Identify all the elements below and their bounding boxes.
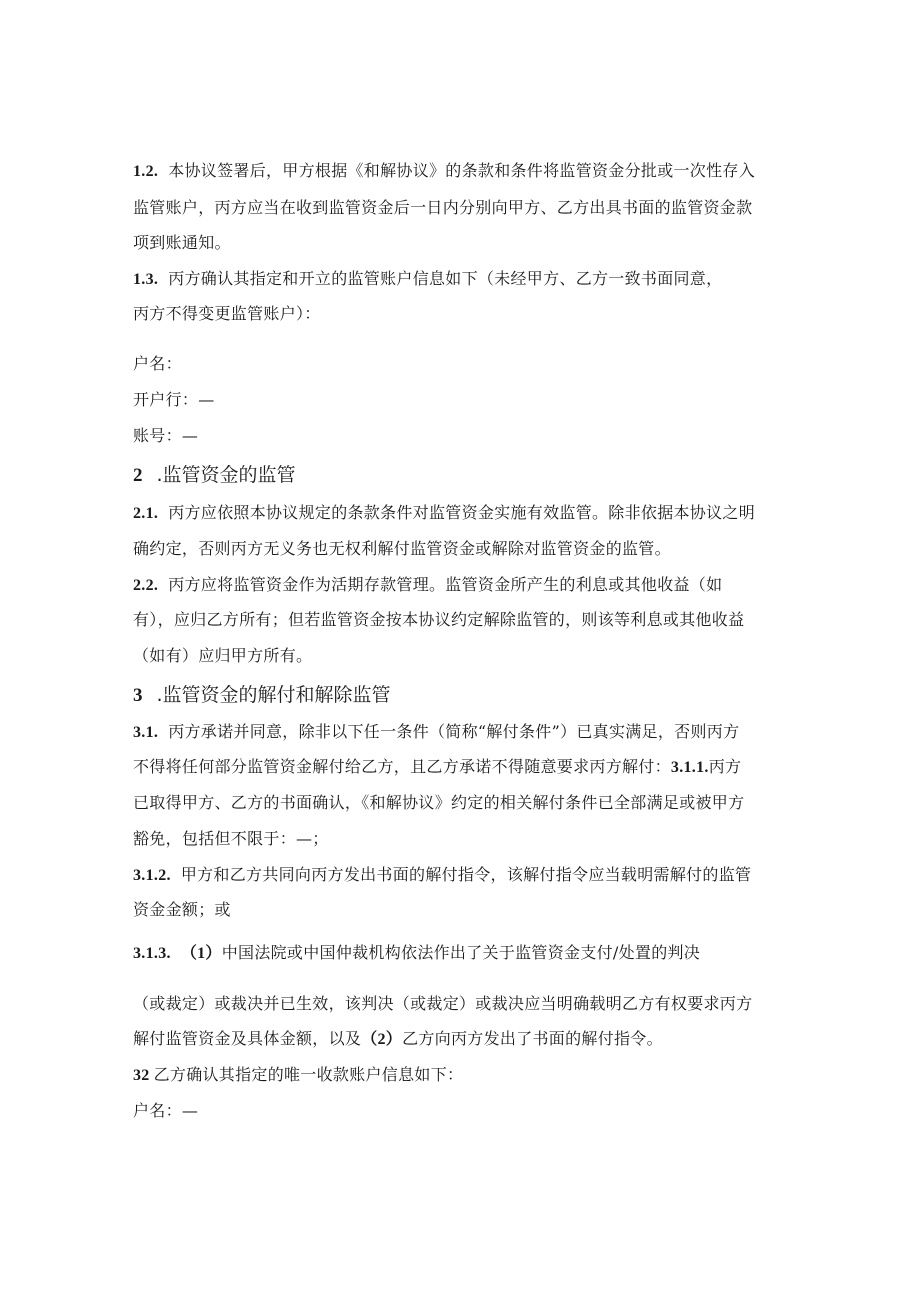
clause-number: 1.2. bbox=[133, 163, 159, 180]
section-title: .监管资金的解付和解除监管 bbox=[156, 684, 391, 706]
clause-text: 不得将任何部分监管资金解付给乙方，且乙方承诺不得随意要求丙方解付： bbox=[133, 757, 671, 776]
clause-1-3-line-1 bbox=[133, 269, 722, 290]
clause-text: 本协议签署后，甲方根据《和解协议》的条款和条件将监管资金分批或一次性存入 bbox=[168, 161, 756, 180]
clause-text: 豁免，包括但不限于：—； bbox=[133, 829, 329, 848]
clause-3-2-line-1 bbox=[133, 1065, 463, 1086]
clause-2-2-line-1 bbox=[133, 575, 722, 596]
clause-1-2-line-3 bbox=[133, 233, 231, 253]
section-number: 2 bbox=[133, 465, 143, 486]
clause-3-1-3-line-2 bbox=[133, 994, 752, 1014]
clause-3-1-line-4 bbox=[133, 829, 329, 849]
account-bank-label: 开户行：— bbox=[133, 390, 215, 409]
clause-number: 3.1. bbox=[133, 724, 159, 741]
clause-number: 3.1.3. bbox=[133, 945, 171, 962]
section-title: .监管资金的监管 bbox=[156, 464, 296, 486]
clause-text: 甲方和乙方共同向丙方发出书面的解付指令，该解付指令应当载明需解付的监管 bbox=[180, 865, 752, 884]
clause-3-1-3-line-3 bbox=[133, 1029, 663, 1050]
clause-text: （或裁定）或裁决并已生效，该判决（或裁定）或裁决应当明确载明乙方有权要求丙方 bbox=[133, 994, 753, 1013]
clause-text: 中国法院或中国仲裁机构依法作出了关于监管资金支付/处置的判决 bbox=[221, 943, 701, 962]
clause-number: 3.1.2. bbox=[133, 867, 171, 884]
account-number-field bbox=[133, 426, 198, 446]
clause-3-1-2-line-2 bbox=[133, 900, 231, 920]
clause-text: 乙方确认其指定的唯一收款账户信息如下： bbox=[153, 1065, 464, 1084]
section-2-heading bbox=[133, 463, 296, 488]
account-number-label: 账号：— bbox=[133, 426, 199, 445]
clause-number: 2.2. bbox=[133, 577, 159, 594]
item-marker: （1） bbox=[180, 945, 222, 962]
clause-text: 监管账户，丙方应当在收到监管资金后一日内分别向甲方、乙方出具书面的监管资金款 bbox=[133, 198, 753, 217]
clause-3-1-line-3 bbox=[133, 793, 744, 813]
payee-account-name-field bbox=[133, 1101, 198, 1121]
clause-1-2-line-2 bbox=[133, 198, 752, 218]
clause-text: 丙方 bbox=[708, 757, 742, 776]
clause-text: 确约定，否则丙方无义务也无权利解付监管资金或解除对监管资金的监管。 bbox=[133, 539, 671, 558]
account-name-label: 户名： bbox=[133, 354, 182, 373]
payee-account-name-label: 户名：— bbox=[133, 1101, 199, 1120]
clause-text: 丙方不得变更监管账户）： bbox=[133, 304, 321, 323]
clause-text: 丙方应将监管资金作为活期存款管理。监管资金所产生的利息或其他收益（如 bbox=[168, 575, 723, 594]
clause-2-2-line-2 bbox=[133, 610, 744, 630]
clause-2-1-line-1 bbox=[133, 503, 755, 524]
section-3-heading bbox=[133, 683, 391, 708]
clause-3-1-3-line-1 bbox=[133, 943, 700, 964]
clause-text: 有），应归乙方所有；但若监管资金按本协议约定解除监管的，则该等利息或其他收益 bbox=[133, 610, 745, 629]
clause-1-3-line-2 bbox=[133, 304, 321, 324]
clause-number: 3.1.1. bbox=[670, 759, 709, 776]
clause-text: （如有）应归甲方所有。 bbox=[133, 646, 313, 665]
clause-text: 丙方确认其指定和开立的监管账户信息如下（未经甲方、乙方一致书面同意， bbox=[168, 269, 723, 288]
clause-2-2-line-3 bbox=[133, 646, 312, 666]
clause-3-1-line-2 bbox=[133, 757, 741, 778]
clause-text: 资金金额；或 bbox=[133, 900, 231, 919]
clause-text: 丙方应依照本协议规定的条款条件对监管资金实施有效监管。除非依据本协议之明 bbox=[168, 503, 756, 522]
clause-text: 解付监管资金及具体金额，以及 bbox=[133, 1029, 362, 1048]
clause-1-2-line-1 bbox=[133, 161, 755, 182]
account-bank-field bbox=[133, 390, 215, 410]
clause-3-1-line-1 bbox=[133, 722, 739, 743]
clause-text: 项到账通知。 bbox=[133, 233, 231, 252]
clause-text: 丙方承诺并同意，除非以下任一条件（简称“解付条件”）已真实满足，否则丙方 bbox=[168, 722, 740, 741]
clause-3-1-2-line-1 bbox=[133, 865, 751, 886]
clause-number: 32 bbox=[133, 1067, 150, 1084]
clause-number: 2.1. bbox=[133, 505, 159, 522]
clause-number: 1.3. bbox=[133, 271, 159, 288]
clause-text: 乙方向丙方发出了书面的解付指令。 bbox=[402, 1029, 663, 1048]
clause-2-1-line-2 bbox=[133, 539, 671, 559]
account-name-field bbox=[133, 354, 182, 374]
section-number: 3 bbox=[133, 685, 143, 706]
item-marker: （2） bbox=[361, 1031, 403, 1048]
clause-text: 已取得甲方、乙方的书面确认，《和解协议》约定的相关解付条件已全部满足或被甲方 bbox=[133, 793, 745, 812]
